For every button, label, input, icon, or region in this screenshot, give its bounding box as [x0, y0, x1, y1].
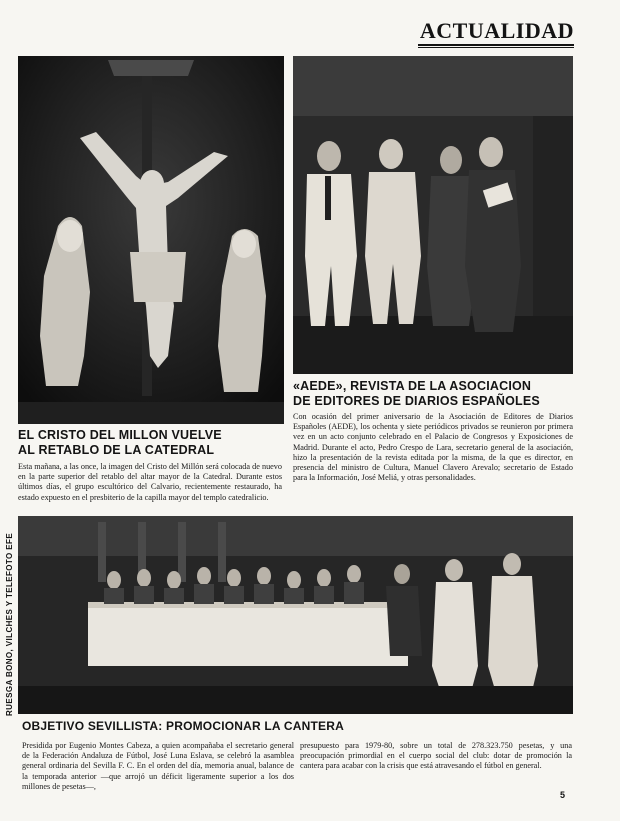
- photo-credit: RUESGA BONO, VILCHES Y TELEFOTO EFE: [5, 532, 14, 716]
- sevilla-photo-illustration: [18, 516, 573, 714]
- cristo-headline: [18, 428, 284, 458]
- aede-body: Con ocasión del primer aniversario de la Asociación de Editores de Diarios Españoles (AEDE), los ochenta y siete periódicos privados se reunieron por primera vez en un acto conjunto celebrado en el Palacio de Congresos y Exposiciones de Madrid. Durante el acto, Pedro Crespo de Lara, secretario general de la asociación, hizo la presentación de la revista editada por la misma, de la que es director, en presencia del ministro de Cultura, Manuel Clavero Arevalo; secretario de Estado para la Información, José Meliá, y otras personalidades.: [293, 412, 573, 483]
- sevilla-body-right: presupuesto para 1979-80, sobre un total de 278.323.750 pesetas, y una preocupación primordial en el cuerpo social del club: dotar de promoción la cantera para acabar con la crisis que está atravesando el fútbol en general.: [300, 741, 572, 771]
- aede-headline-line1: «AEDE», REVISTA DE LA ASOCIACION: [293, 379, 532, 393]
- cristo-headline-line2: AL RETABLO DE LA CATEDRAL: [18, 443, 215, 457]
- page-number: 5: [560, 790, 566, 800]
- aede-photo-illustration: [293, 56, 573, 374]
- aede-headline-line2: DE EDITORES DE DIARIOS ESPAÑOLES: [293, 394, 540, 408]
- cristo-photo: [18, 56, 284, 424]
- header-rule-thin: [418, 47, 574, 48]
- sevilla-headline: OBJETIVO SEVILLISTA: PROMOCIONAR LA CANTERA: [22, 719, 344, 733]
- sevilla-body-left: Presidida por Eugenio Montes Cabeza, a quien acompañaba el secretario general de la Federación Andaluza de Fútbol, José Luna Eslava, se celebró la asamblea general ordinaria del Sevilla F. C. En el orden del día, memoria anual, balance de la temporada anterior —que arrojó un déficit ligeramente superior a los dos millones de pesetas—,: [22, 741, 294, 791]
- sevilla-photo: [18, 516, 573, 714]
- section-title: ACTUALIDAD: [419, 18, 574, 43]
- aede-headline: [293, 379, 573, 409]
- aede-photo: [293, 56, 573, 374]
- cristo-photo-illustration: [18, 56, 284, 424]
- cristo-headline-line1: EL CRISTO DEL MILLON VUELVE: [18, 428, 222, 442]
- header-rule: [418, 44, 574, 46]
- cristo-body: Esta mañana, a las once, la imagen del Cristo del Millón será colocada de nuevo en la parte superior del retablo del altar mayor de la Catedral. Durante estos últimos días, el grupo escultórico del Calvario, recientemente restaurado, ha estado expuesto en el presbiterio de la capilla mayor del templo catedralicio.: [18, 462, 282, 502]
